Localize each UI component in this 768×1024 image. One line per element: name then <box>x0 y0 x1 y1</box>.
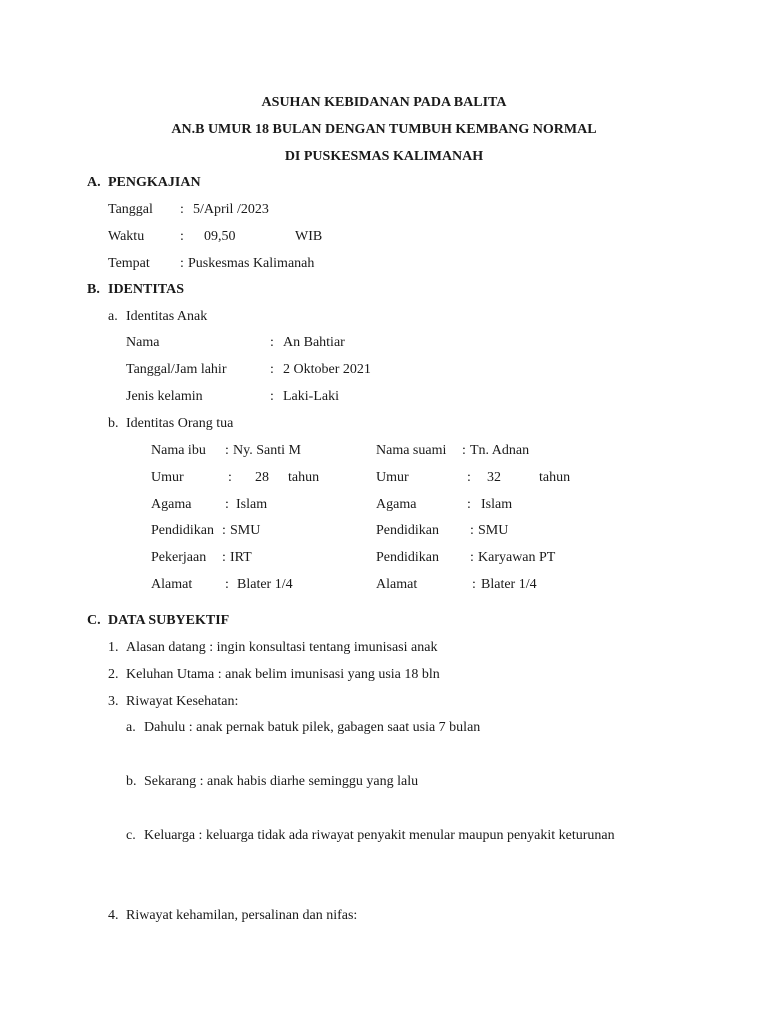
waktu-label: Waktu <box>108 229 145 244</box>
riwayat-b-text: Sekarang : anak habis diarhe seminggu yang lalu <box>144 774 419 789</box>
ibu-alamat-sep: : <box>225 577 229 592</box>
item-1-number: 1. <box>108 640 119 655</box>
section-c-letter: C. <box>87 613 101 628</box>
ibu-nama-value: Ny. Santi M <box>233 443 301 458</box>
section-a-heading: PENGKAJIAN <box>108 175 201 190</box>
ibu-agama-label: Agama <box>151 497 192 512</box>
suami-pekerjaan-label: Pendidikan <box>376 550 439 565</box>
anak-kelamin-value: Laki-Laki <box>283 389 339 404</box>
anak-lahir-value: 2 Oktober 2021 <box>283 362 371 377</box>
suami-umur-label: Umur <box>376 470 409 485</box>
suami-nama-value: Tn. Adnan <box>470 443 530 458</box>
ibu-umur-label: Umur <box>151 470 184 485</box>
section-c-heading: DATA SUBYEKTIF <box>108 613 230 628</box>
anak-nama-value: An Bahtiar <box>283 335 345 350</box>
ibu-pendidikan-value: SMU <box>230 523 261 538</box>
suami-pendidikan-sep: : <box>470 523 474 538</box>
waktu-sep: : <box>180 229 184 244</box>
sub-b-title: Identitas Orang tua <box>126 416 234 431</box>
tanggal-sep: : <box>180 202 184 217</box>
waktu-unit: WIB <box>295 229 323 244</box>
doc-title-line-1: ASUHAN KEBIDANAN PADA BALITA <box>261 95 507 110</box>
ibu-alamat-value: Blater 1/4 <box>237 577 293 592</box>
anak-nama-label: Nama <box>126 335 160 350</box>
anak-kelamin-label: Jenis kelamin <box>126 389 203 404</box>
tanggal-value: 5/April /2023 <box>193 202 269 217</box>
doc-title-line-2: AN.B UMUR 18 BULAN DENGAN TUMBUH KEMBANG NORMAL <box>171 122 597 137</box>
suami-agama-sep: : <box>467 497 471 512</box>
anak-lahir-label: Tanggal/Jam lahir <box>126 362 227 377</box>
sub-a-marker: a. <box>108 309 118 324</box>
section-b-heading: IDENTITAS <box>108 282 184 297</box>
doc-title-line-3: DI PUSKESMAS KALIMANAH <box>284 149 484 164</box>
section-b-letter: B. <box>87 282 100 297</box>
suami-pekerjaan-sep: : <box>470 550 474 565</box>
anak-lahir-sep: : <box>270 362 274 377</box>
tempat-value: Puskesmas Kalimanah <box>188 256 315 271</box>
anak-kelamin-sep: : <box>270 389 274 404</box>
riwayat-a-marker: a. <box>126 720 136 735</box>
ibu-pendidikan-label: Pendidikan <box>151 523 214 538</box>
ibu-umur-sep: : <box>228 470 232 485</box>
suami-umur-unit: tahun <box>539 470 571 485</box>
suami-agama-label: Agama <box>376 497 417 512</box>
item-2-text: Keluhan Utama : anak belim imunisasi yang usia 18 bln <box>126 667 440 682</box>
anak-nama-sep: : <box>270 335 274 350</box>
suami-nama-sep: : <box>462 443 466 458</box>
tanggal-label: Tanggal <box>108 202 153 217</box>
section-a-letter: A. <box>87 175 101 190</box>
suami-alamat-sep: : <box>472 577 476 592</box>
suami-umur-value: 32 <box>487 470 501 485</box>
ibu-pekerjaan-sep: : <box>222 550 226 565</box>
ibu-nama-sep: : <box>225 443 229 458</box>
suami-alamat-label: Alamat <box>376 577 418 592</box>
suami-nama-label: Nama suami <box>376 443 447 458</box>
ibu-nama-label: Nama ibu <box>151 443 206 458</box>
ibu-pekerjaan-label: Pekerjaan <box>151 550 207 565</box>
ibu-agama-sep: : <box>225 497 229 512</box>
item-4-number: 4. <box>108 908 119 923</box>
ibu-umur-unit: tahun <box>288 470 320 485</box>
suami-agama-value: Islam <box>481 497 513 512</box>
item-3-text: Riwayat Kesehatan: <box>126 694 239 709</box>
ibu-alamat-label: Alamat <box>151 577 193 592</box>
suami-pendidikan-value: SMU <box>478 523 509 538</box>
sub-a-title: Identitas Anak <box>126 309 208 324</box>
ibu-umur-value: 28 <box>255 470 269 485</box>
riwayat-c-text: Keluarga : keluarga tidak ada riwayat penyakit menular maupun penyakit keturunan <box>144 828 615 843</box>
item-4-text: Riwayat kehamilan, persalinan dan nifas: <box>126 908 358 923</box>
suami-pekerjaan-value: Karyawan PT <box>478 550 556 565</box>
item-2-number: 2. <box>108 667 119 682</box>
item-1-text: Alasan datang : ingin konsultasi tentang imunisasi anak <box>126 640 438 655</box>
ibu-pendidikan-sep: : <box>222 523 226 538</box>
suami-alamat-value: Blater 1/4 <box>481 577 537 592</box>
suami-pendidikan-label: Pendidikan <box>376 523 439 538</box>
suami-umur-sep: : <box>467 470 471 485</box>
ibu-agama-value: Islam <box>236 497 268 512</box>
tempat-sep: : <box>180 256 184 271</box>
item-3-number: 3. <box>108 694 119 709</box>
tempat-label: Tempat <box>108 256 150 271</box>
sub-b-marker: b. <box>108 416 119 431</box>
riwayat-a-text: Dahulu : anak pernak batuk pilek, gabagen saat usia 7 bulan <box>144 720 481 735</box>
ibu-pekerjaan-value: IRT <box>230 550 252 565</box>
riwayat-b-marker: b. <box>126 774 137 789</box>
waktu-value: 09,50 <box>204 229 236 244</box>
riwayat-c-marker: c. <box>126 828 136 843</box>
